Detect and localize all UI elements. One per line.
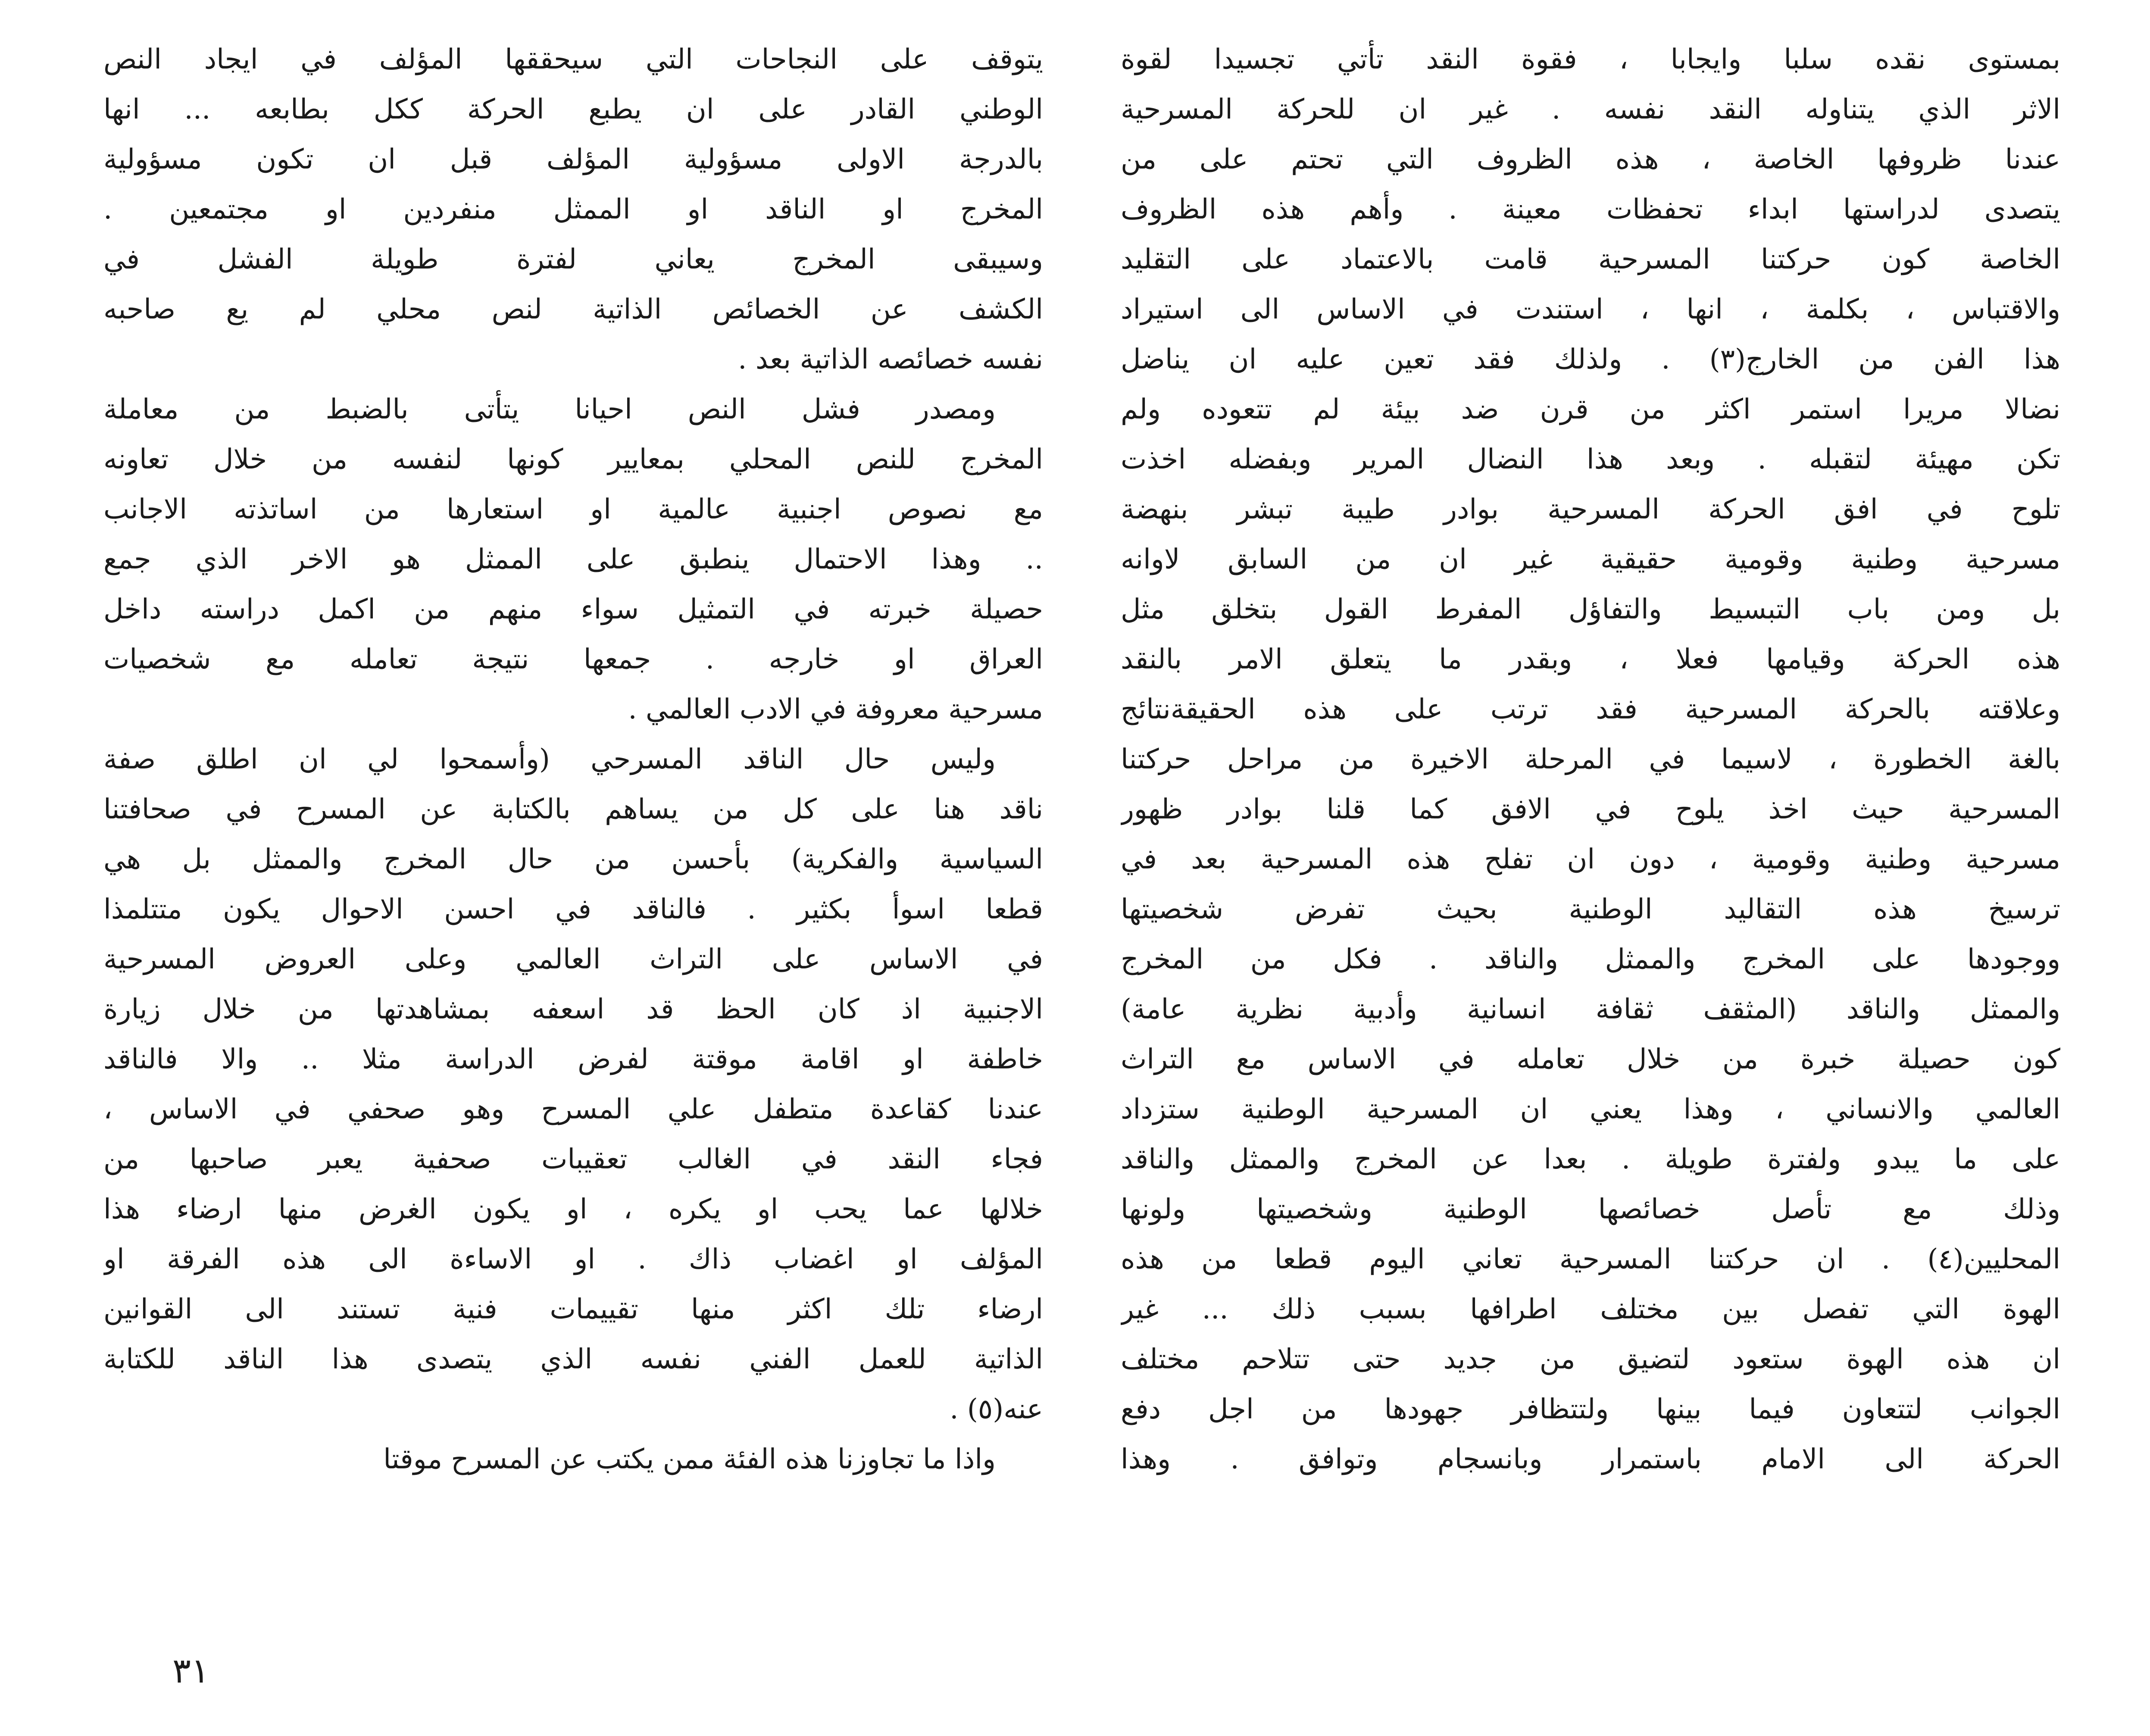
text-line: الذاتية للعمل الفني نفسه الذي يتصدى هذا الناقد للكتابة — [103, 1343, 1043, 1375]
text-line: ترسيخ هذه التقاليد الوطنية بحيث تفرض شخصيتها — [1121, 893, 2060, 925]
text-line: وذلك مع تأصل خصائصها الوطنية وشخصيتها ولونها — [1121, 1193, 2060, 1225]
page-number: ٣١ — [172, 1651, 209, 1691]
text-line: ارضاء تلك اكثر منها تقييمات فنية تستند الى القوانين — [103, 1293, 1043, 1325]
text-line: بل ومن باب التبسيط والتفاؤل المفرط القول بتخلق مثل — [1121, 593, 2060, 625]
text-line: مع نصوص اجنبية عالمية او استعارها من اساتذته الاجانب — [103, 493, 1043, 525]
text-line: الاجنبية اذ كان الحظ قد اسعفه بمشاهدتها من خلال زيارة — [103, 993, 1043, 1025]
text-line: مسرحية وطنية وقومية حقيقية غير ان من السابق لاوانه — [1121, 543, 2060, 575]
text-line: والاقتباس ، بكلمة ، انها ، استندت في الاساس الى استيراد — [1121, 293, 2060, 325]
text-line: الوطني القادر على ان يطبع الحركة ككل بطابعه ... انها — [103, 94, 1043, 125]
text-line: تكن مهيئة لتقبله . وبعد هذا النضال المرير وبفضله اخذت — [1121, 443, 2060, 475]
text-line: المسرحية حيث اخذ يلوح في الافق كما قلنا بوادر ظهور — [1121, 793, 2060, 825]
text-line: عندنا ظروفها الخاصة ، هذه الظروف التي تحتم على من — [1121, 144, 2060, 175]
text-line: مسرحية وطنية وقومية ، دون ان تفلح هذه المسرحية بعد في — [1121, 843, 2060, 875]
text-line: عنه(٥) . — [950, 1393, 1043, 1425]
text-line: نضالا مريرا استمر اكثر من قرن ضد بيئة لم تتعوده ولم — [1121, 393, 2060, 425]
text-line: ان هذه الهوة ستعود لتضيق من جديد حتى تتلاحم مختلف — [1121, 1343, 2060, 1375]
text-line: كون حصيلة خبرة من خلال تعامله في الاساس مع التراث — [1121, 1043, 2060, 1075]
text-line: عندنا كقاعدة متطفل علي المسرح وهو صحفي في الاساس ، — [103, 1093, 1043, 1125]
text-line: والممثل والناقد (المثقف ثقافة انسانية وأدبية نظرية عامة) — [1121, 993, 2060, 1025]
text-line: هذه الحركة وقيامها فعلا ، وبقدر ما يتعلق الامر بالنقد — [1121, 643, 2060, 675]
text-line: بالدرجة الاولى مسؤولية المؤلف قبل ان تكون مسؤولية — [103, 144, 1043, 175]
text-line: نفسه خصائصه الذاتية بعد . — [738, 343, 1043, 375]
text-line: وعلاقته بالحركة المسرحية فقد ترتب على هذه الحقيقةنتائج — [1121, 693, 2060, 725]
text-column-right — [1121, 34, 2060, 1707]
text-line: ناقد هنا على كل من يساهم بالكتابة عن المسرح في صحافتنا — [103, 793, 1043, 825]
text-line: المخرج للنص المحلي بمعايير كونها لنفسه من خلال تعاونه — [103, 443, 1043, 475]
text-line: الخاصة كون حركتنا المسرحية قامت بالاعتماد على التقليد — [1121, 244, 2060, 275]
text-line: بمستوى نقده سلبا وايجابا ، فقوة النقد تأتي تجسيدا لقوة — [1121, 44, 2060, 75]
text-line: بالغة الخطورة ، لاسيما في المرحلة الاخيرة من مراحل حركتنا — [1121, 743, 2060, 775]
text-line: واذا ما تجاوزنا هذه الفئة ممن يكتب عن المسرح موقتا — [383, 1443, 996, 1475]
text-line: العراق او خارجه . جمعها نتيجة تعامله مع شخصيات — [103, 643, 1043, 675]
text-line: خلالها عما يحب او يكره ، او يكون الغرض منها ارضاء هذا — [103, 1193, 1043, 1225]
text-line: هذا الفن من الخارج(٣) . ولذلك فقد تعين عليه ان يناضل — [1121, 343, 2060, 375]
text-line: يتصدى لدراستها ابداء تحفظات معينة . وأهم هذه الظروف — [1121, 194, 2060, 225]
text-line: مسرحية معروفة في الادب العالمي . — [628, 693, 1043, 725]
text-line: المحليين(٤) . ان حركتنا المسرحية تعاني اليوم قطعا من هذه — [1121, 1243, 2060, 1275]
text-line: على ما يبدو ولفترة طويلة . بعدا عن المخرج والممثل والناقد — [1121, 1143, 2060, 1175]
text-column-left — [103, 34, 1043, 1707]
text-line: ومصدر فشل النص احيانا يتأتى بالضبط من معاملة — [103, 393, 996, 425]
text-line: ووجودها على المخرج والممثل والناقد . فكل من المخرج — [1121, 943, 2060, 975]
text-line: الكشف عن الخصائص الذاتية لنص محلي لم يع صاحبه — [103, 293, 1043, 325]
text-line: تلوح في افق الحركة المسرحية بوادر طيبة تبشر بنهضة — [1121, 493, 2060, 525]
text-line: يتوقف على النجاحات التي سيحققها المؤلف في ايجاد النص — [103, 44, 1043, 75]
text-line: وليس حال الناقد المسرحي (وأسمحوا لي ان اطلق صفة — [103, 743, 996, 775]
text-line: فجاء النقد في الغالب تعقيبات صحفية يعبر صاحبها من — [103, 1143, 1043, 1175]
text-line: وسيبقى المخرج يعاني لفترة طويلة الفشل في — [103, 244, 1043, 275]
text-line: الهوة التي تفصل بين مختلف اطرافها بسبب ذلك ... غير — [1121, 1293, 2060, 1325]
text-line: العالمي والانساني ، وهذا يعني ان المسرحية الوطنية ستزداد — [1121, 1093, 2060, 1125]
text-line: السياسية والفكرية) بأحسن من حال المخرج والممثل بل هي — [103, 843, 1043, 875]
text-line: المخرج او الناقد او الممثل منفردين او مجتمعين . — [103, 194, 1043, 225]
text-line: قطعا اسوأ بكثير . فالناقد في احسن الاحوال يكون متتلمذا — [103, 893, 1043, 925]
text-line: .. وهذا الاحتمال ينطبق على الممثل هو الاخر الذي جمع — [103, 543, 1043, 575]
text-line: الاثر الذي يتناوله النقد نفسه . غير ان للحركة المسرحية — [1121, 94, 2060, 125]
text-line: خاطفة او اقامة موقتة لفرض الدراسة مثلا .. والا فالناقد — [103, 1043, 1043, 1075]
text-line: الجوانب لتتعاون فيما بينها ولتتظافر جهودها من اجل دفع — [1121, 1393, 2060, 1425]
text-line: في الاساس على التراث العالمي وعلى العروض المسرحية — [103, 943, 1043, 975]
text-line: حصيلة خبرته في التمثيل سواء منهم من اكمل دراسته داخل — [103, 593, 1043, 625]
text-line: المؤلف او اغضاب ذاك . او الاساءة الى هذه الفرقة او — [103, 1243, 1043, 1275]
text-line: الحركة الى الامام باستمرار وبانسجام وتوافق . وهذا — [1121, 1443, 2060, 1475]
